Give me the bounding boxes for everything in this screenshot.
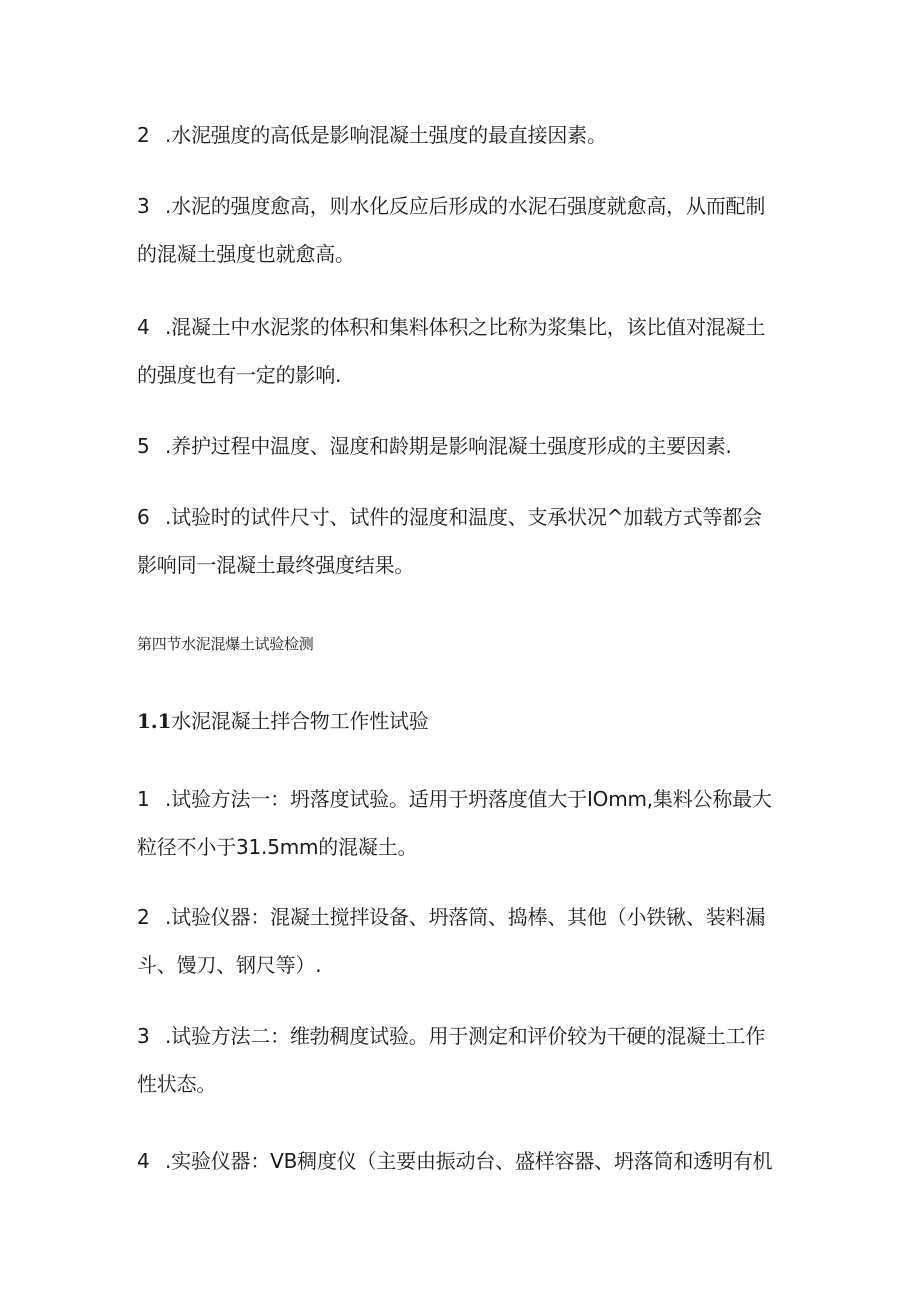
list-item-2b xyxy=(137,903,765,931)
item-text: 性状态。 xyxy=(137,1072,217,1096)
item-text: 的强度也有一定的影响. xyxy=(137,363,342,387)
item-number: 2 xyxy=(137,123,150,147)
list-item-4-continuation xyxy=(137,361,341,389)
list-item-2 xyxy=(137,121,607,149)
item-number: 5 xyxy=(137,434,150,458)
subsection-title: 水泥混凝土拌合物工作性试验 xyxy=(171,709,429,733)
list-item-6-continuation xyxy=(137,551,414,579)
subsection-number: 1.1 xyxy=(137,709,172,733)
item-text: .试验方法一：坍落度试验。适用于坍落度值大于IOmm,集料公称最大 xyxy=(165,787,772,811)
item-number: 4 xyxy=(137,315,150,339)
item-text: 影响同一混凝土最终强度结果。 xyxy=(137,553,415,577)
item-text: 粒径不小于31.5mm的混凝土。 xyxy=(137,835,418,859)
list-item-4 xyxy=(137,313,765,341)
subsection-heading xyxy=(137,707,429,735)
list-item-3b-continuation xyxy=(137,1070,216,1098)
item-text: .实验仪器：VB稠度仪（主要由振动台、盛样容器、坍落筒和透明有机 xyxy=(165,1149,773,1173)
list-item-1 xyxy=(137,785,772,813)
item-number: 6 xyxy=(137,505,150,529)
list-item-3-continuation xyxy=(137,240,355,268)
list-item-1-continuation xyxy=(137,833,417,861)
list-item-6 xyxy=(137,503,762,531)
item-text: .水泥的强度愈高，则水化反应后形成的水泥石强度就愈高，从而配制 xyxy=(165,194,766,218)
item-text: .水泥强度的高低是影响混凝土强度的最直接因素。 xyxy=(165,123,607,147)
item-text: .试验仪器：混凝土搅拌设备、坍落筒、捣棒、其他（小铁锹、装料漏 xyxy=(165,905,766,929)
item-text: 斗、馒刀、钢尺等）. xyxy=(137,953,322,977)
item-text: .试验时的试件尺寸、试件的湿度和温度、支承状况^加载方式等都会 xyxy=(165,505,762,529)
item-number: 2 xyxy=(137,905,150,929)
item-text: .混凝土中水泥浆的体积和集料体积之比称为浆集比，该比值对混凝土 xyxy=(165,315,766,339)
item-number: 3 xyxy=(137,194,150,218)
item-text: .养护过程中温度、湿度和龄期是影响混凝土强度形成的主要因素. xyxy=(165,434,732,458)
section-title: 第四节水泥混爆土试验检测 xyxy=(137,635,314,653)
item-text: .试验方法二：维勃稠度试验。用于测定和评价较为干硬的混凝土工作 xyxy=(165,1024,766,1048)
item-number: 3 xyxy=(137,1024,150,1048)
item-text: 的混凝土强度也就愈高。 xyxy=(137,242,355,266)
list-item-3 xyxy=(137,192,765,220)
list-item-4b xyxy=(137,1147,772,1175)
item-number: 4 xyxy=(137,1149,150,1173)
list-item-5 xyxy=(137,432,732,460)
list-item-3b xyxy=(137,1022,765,1050)
list-item-2b-continuation xyxy=(137,951,321,979)
item-number: 1 xyxy=(137,787,150,811)
